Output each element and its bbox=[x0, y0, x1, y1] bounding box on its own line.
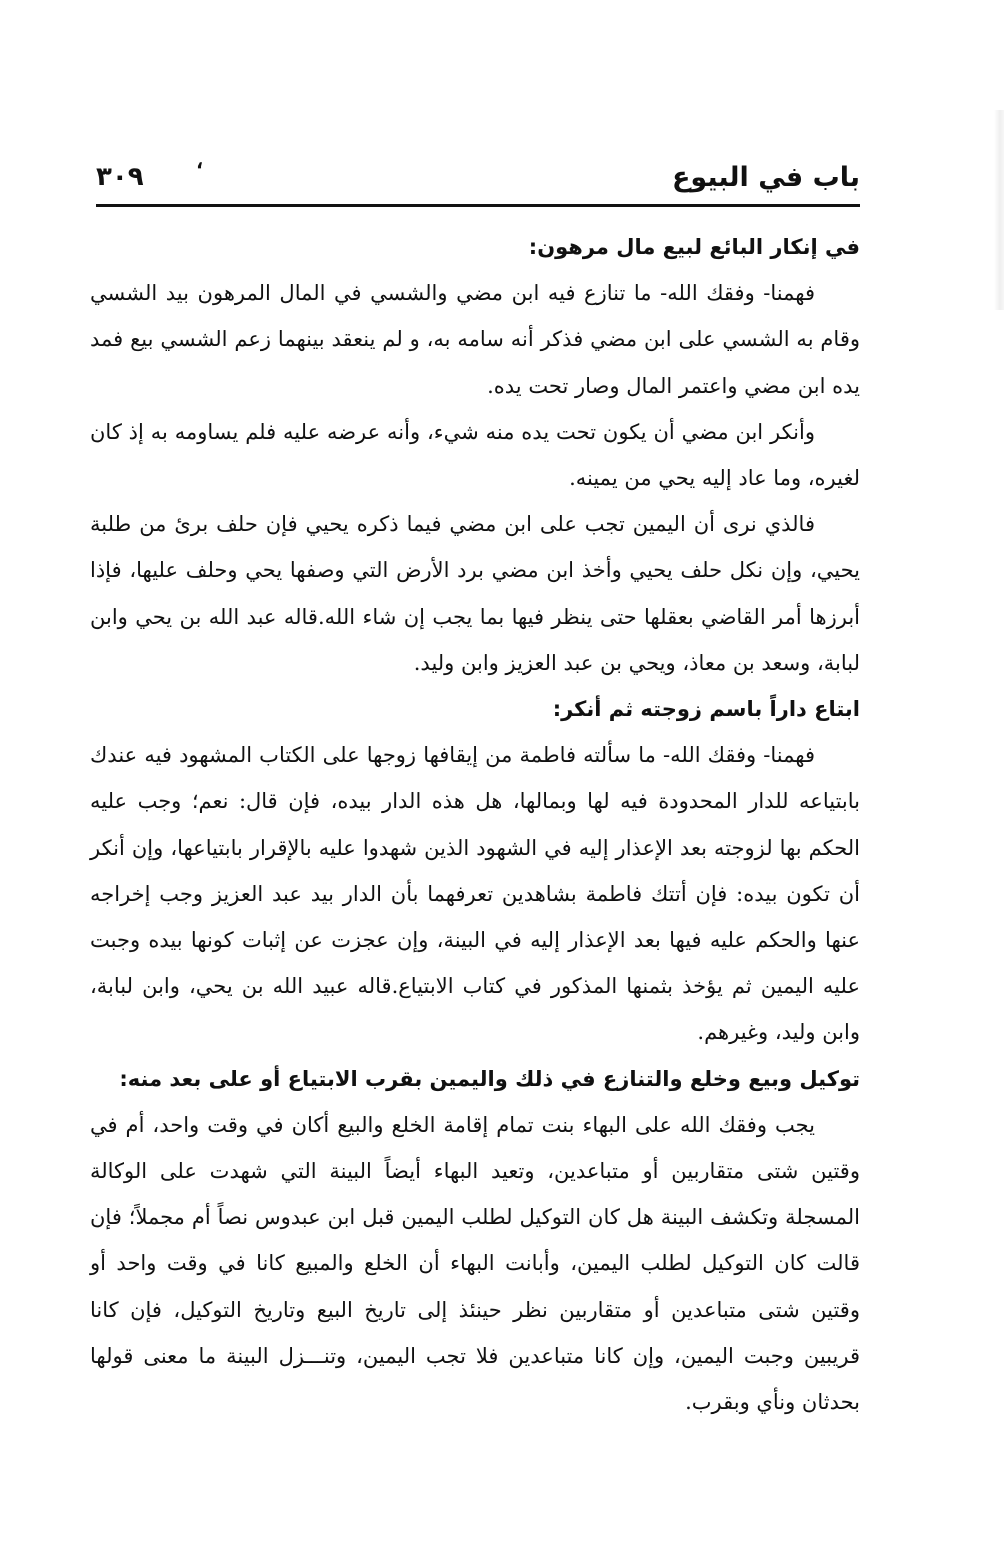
paragraph: فهمنا- وفقك الله- ما تنازع فيه ابن مضي والشسي في المال المرهون بيد الشسي وقام به الشسي على ابن مضي فذكر أنه سامه به، و لم ينعقد بينهما زعم الشسي بيع فمد يده ابن مضي واعتمر المال وصار تحت يده. bbox=[90, 281, 860, 398]
paragraph: فالذي نرى أن اليمين تجب على ابن مضي فيما ذكره يحيي فإن حلف برئ من طلبة يحيي، وإن نكل حلف يحيي وأخذ ابن مضي برد الأرض التي وصفها يحي وحلف عليها، فإذا أبرزها أمر القاضي بعقلها حتى ينظر فيها بما يجب إن شاء الله.قاله عبد الله بن يحي وابن لبابة، وسعد بن معاذ، ويحي بن عبد العزيز وابن وليد. bbox=[90, 512, 860, 675]
section-heading: ابتاع داراً باسم زوجته ثم أنكر: bbox=[552, 697, 860, 722]
page-edge-shadow bbox=[994, 110, 1004, 310]
page-header bbox=[96, 148, 860, 208]
paragraph: يجب وفقك الله على البهاء بنت تمام إقامة الخلع والبيع أكان في وقت واحد، أم في وقتين شتى متقاربين أو متباعدين، وتعيد البهاء أيضاً البينة التي شهدت على الوكالة المسجلة وتكشف البينة هل كان التوكيل لطلب اليمين قبل ابن عبدوس نصاً أم مجملاً؛ فإن قالت كان التوكيل لطلب اليمين، وأبانت البهاء أن الخلع والمبيع كانا في وقت واحد أو وقتين شتى متباعدين أو متقاربين نظر حينئذ إلى تاريخ البيع وتاريخ التوكيل، فإن كانا قريبين وجبت اليمين، وإن كانا متباعدين فلا تجب اليمين، وتنـــزل البينة ما معنى قولها بحدثان ونأي وبقرب. bbox=[90, 1112, 860, 1415]
running-head: باب في البيوع bbox=[671, 162, 860, 193]
page-number: ٣٠٩ bbox=[96, 162, 144, 192]
paragraph: فهمنا- وفقك الله- ما سألته فاطمة من إيقافها زوجها على الكتاب المشهود فيه عندك بابتياعه للدار المحدودة فيه لها وبمالها، هل هذه الدار بيده، فإن قال: نعم؛ وجب عليه الحكم بها لزوجته بعد الإعذار إليه في الشهود الذين شهدوا عليه بالإقرار بابتياعها، وإن أنكر أن تكون بيده: فإن أتتك فاطمة بشاهدين تعرفهما بأن الدار بيد عبد العزيز وجب إخراجه عنها والحكم عليه فيها بعد الإعذار إليه في البينة، وإن عجزت عن إثبات كونها بيده وجبت عليه اليمين ثم يؤخذ بثمنها المذكور في كتاب الابتياع.قاله عبيد الله بن يحي، وابن لبابة، وابن وليد، وغيرهم. bbox=[90, 743, 860, 1045]
section-heading: في إنكار البائع لبيع مال مرهون: bbox=[528, 235, 860, 259]
section-heading: توكيل وبيع وخلع والتنازع في ذلك واليمين بقرب الابتياع أو على بعد منه: bbox=[119, 1066, 860, 1091]
header-rule bbox=[96, 204, 860, 207]
paragraph: وأنكر ابن مضي أن يكون تحت يده منه شيء، وأنه عرضه عليه فلم يساومه به إذ كان لغيره، وما عاد إليه يحي من يمينه. bbox=[90, 419, 860, 491]
stray-mark: ، bbox=[196, 148, 204, 174]
page-body bbox=[90, 224, 860, 1425]
